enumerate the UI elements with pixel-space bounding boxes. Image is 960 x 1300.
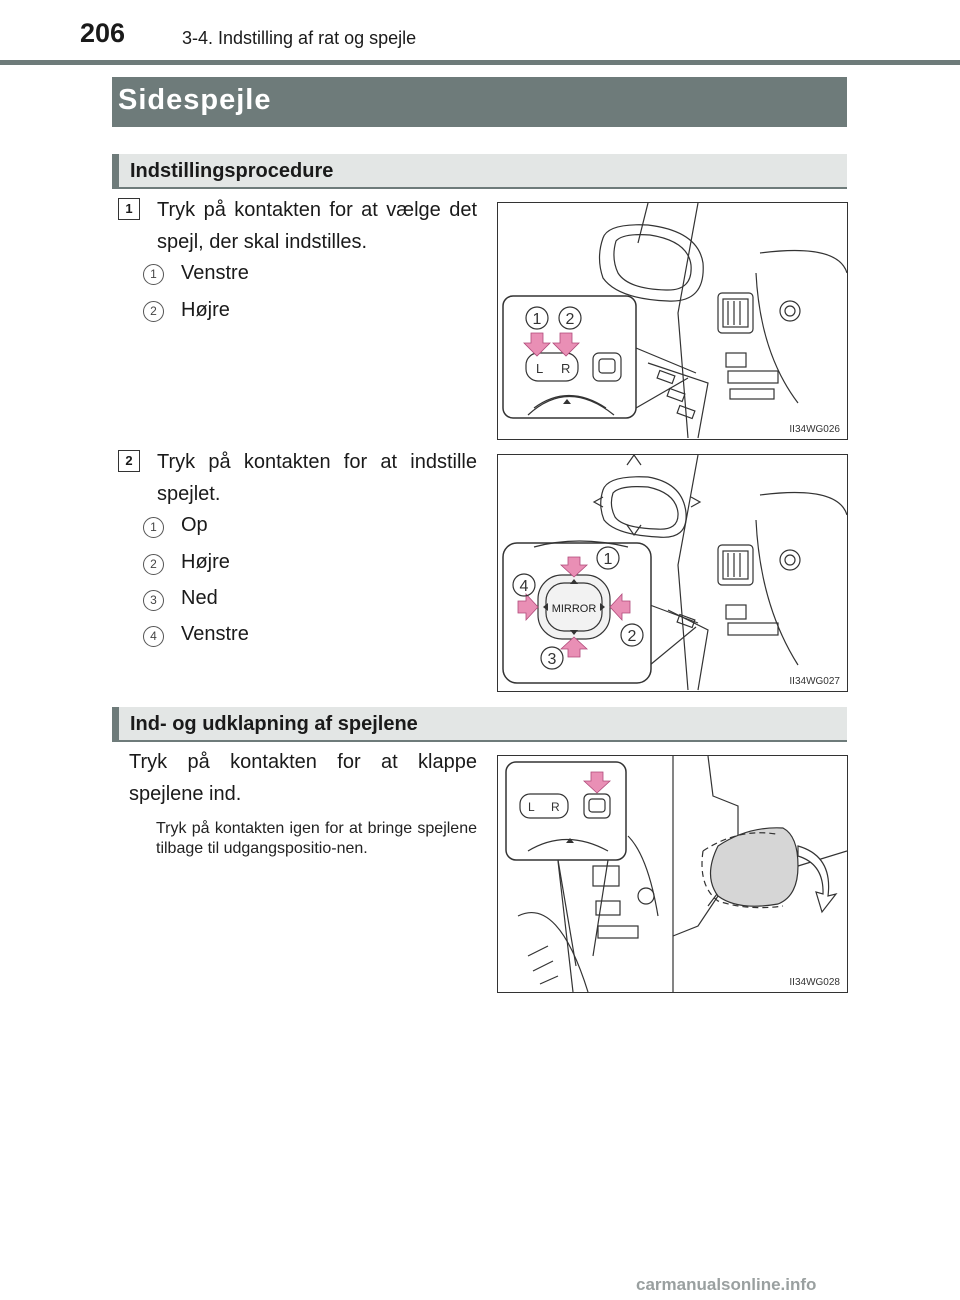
folding-note: Tryk på kontakten igen for at bringe spejlene tilbage til udgangspositio-nen. — [156, 820, 477, 857]
callout-number: 2 — [627, 628, 637, 645]
item-number: 2 — [143, 554, 164, 575]
switch-letter-l: L — [528, 800, 535, 814]
callout-number: 4 — [519, 578, 529, 595]
callout-number: 2 — [565, 311, 575, 328]
item-label: Venstre — [181, 623, 249, 645]
switch-letter-r: R — [561, 361, 571, 376]
callout-number: 1 — [532, 311, 542, 328]
item-number: 2 — [143, 301, 164, 322]
switch-letter-l: L — [536, 361, 544, 376]
header-rule — [0, 60, 960, 65]
mirror-switch-label: MIRROR — [551, 603, 597, 615]
figure-code: II34WG028 — [789, 977, 840, 988]
item-label: Højre — [181, 299, 230, 321]
figure-mirror-select-switch — [497, 202, 848, 440]
step-1-text: Tryk på kontakten for at vælge det spejl, der skal indstilles. — [157, 199, 477, 253]
item-number: 4 — [143, 626, 164, 647]
item-label: Højre — [181, 551, 230, 573]
step-2-text: Tryk på kontakten for at indstille spejlet. — [157, 451, 477, 505]
callout-number: 1 — [603, 551, 613, 568]
item-number: 1 — [143, 517, 164, 538]
item-label: Ned — [181, 587, 218, 609]
illustration — [498, 455, 847, 691]
subheading-accent — [112, 154, 119, 187]
item-label: Venstre — [181, 262, 249, 284]
figure-mirror-adjust-switch — [497, 454, 848, 692]
item-number: 3 — [143, 590, 164, 611]
running-head: 3-4. Indstilling af rat og spejle — [182, 28, 417, 48]
figure-mirror-fold-switch — [497, 755, 848, 993]
section-title: Sidespejle — [118, 84, 272, 116]
watermark: carmanualsonline.info — [636, 1275, 817, 1294]
folding-text: Tryk på kontakten for at klappe spejlene ind. — [129, 751, 477, 805]
step-number-1: 1 — [118, 198, 140, 220]
figure-code: II34WG026 — [789, 424, 840, 435]
illustration — [498, 756, 847, 992]
callout-number: 3 — [547, 651, 557, 668]
illustration — [498, 203, 847, 439]
item-label: Op — [181, 514, 208, 536]
folding-heading: Ind- og udklapning af spejlene — [130, 713, 418, 735]
page-number: 206 — [80, 18, 126, 48]
subheading-accent — [112, 707, 119, 740]
procedure-heading: Indstillingsprocedure — [130, 160, 334, 182]
figure-code: II34WG027 — [789, 676, 840, 687]
item-number: 1 — [143, 264, 164, 285]
step-number-2: 2 — [118, 450, 140, 472]
switch-letter-r: R — [551, 800, 560, 814]
